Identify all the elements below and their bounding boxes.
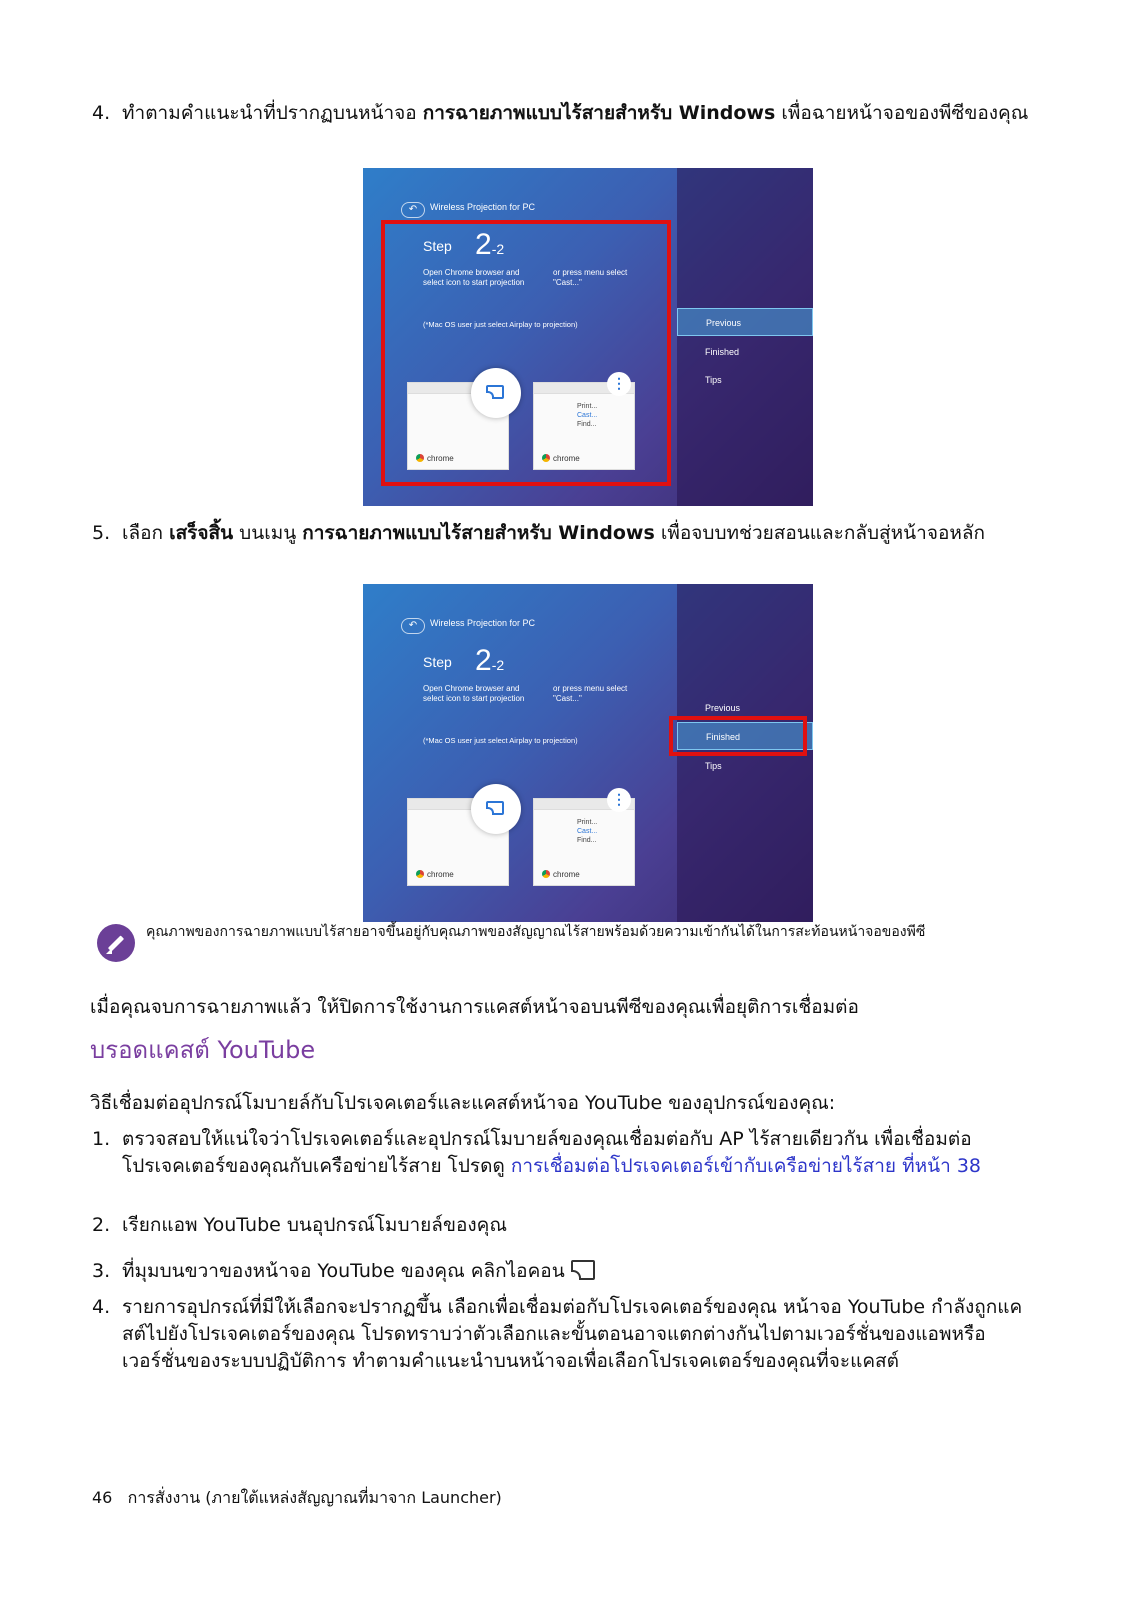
step-5: 5. เลือก เสร็จสิ้น บนเมนู การฉายภาพแบบไร้สายสำหรับ Windows เพื่อจบบทช่วยสอนและกลับสู่หน้าจอหลัก — [92, 520, 1040, 547]
section-heading: บรอดแคสต์ YouTube — [90, 1036, 316, 1064]
menu-item-previous: Previous — [705, 703, 741, 713]
note-text: คุณภาพของการฉายภาพแบบไร้สายอาจขึ้นอยู่กับคุณภาพของสัญญาณไร้สายพร้อมด้วยความเข้ากันได้ในการสะท้อนหน้าจอของพีซี — [146, 924, 926, 940]
chrome-mini-menu: Print... Cast... Find... — [577, 403, 598, 428]
screenshot-step-4 — [363, 168, 813, 506]
instruction-chrome: Open Chrome browser and select icon to start projection — [423, 684, 525, 703]
instruction-menu: or press menu select "Cast..." — [553, 268, 628, 287]
screenshot-step-5 — [363, 584, 813, 922]
pencil-note-icon — [97, 924, 135, 962]
menu-item-previous: Previous — [677, 308, 813, 336]
yt-step-2: 2. เรียกแอพ YouTube บนอุปกรณ์โมบายล์ของคุณ — [92, 1214, 507, 1236]
screen-title: Wireless Projection for PC — [430, 202, 536, 212]
mac-note: (*Mac OS user just select Airplay to projection) — [423, 736, 578, 745]
chrome-label: chrome — [416, 870, 454, 879]
step-label: Step — [423, 654, 452, 670]
step-text-post: เพื่อฉายหน้าจอของพีซีของคุณ — [775, 102, 1029, 124]
cast-icon — [471, 784, 521, 834]
chrome-mini-menu: Print... Cast... Find... — [577, 819, 598, 844]
instruction-chrome: Open Chrome browser and select icon to start projection — [423, 268, 525, 287]
step-4 — [92, 100, 1040, 127]
back-icon: ↶ — [401, 202, 425, 218]
step-number: 5. — [92, 522, 111, 544]
step-indicator: 2-2 — [475, 228, 505, 261]
back-icon: ↶ — [401, 618, 425, 634]
yt-step-3: 3. ที่มุมบนขวาของหน้าจอ YouTube ของคุณ คลิกไอคอน — [92, 1258, 1040, 1285]
mac-note: (*Mac OS user just select Airplay to projection) — [423, 320, 578, 329]
footer-text: การสั่งงาน (ภายใต้แหล่งสัญญาณที่มาจาก Launcher) — [127, 1488, 502, 1507]
more-menu-icon: ⋮ — [607, 788, 631, 812]
yt-step-1: 1. ตรวจสอบให้แน่ใจว่าโปรเจคเตอร์และอุปกรณ์โมบายล์ของคุณเชื่อมต่อกับ AP ไร้สายเดียวกัน เพื่อเชื่อมต่อโปรเจคเตอร์ของคุณกับเครือข่ายไร้สาย โปรดดู การเชื่อมต่อโปรเจคเตอร์เข้ากับเครือข่ายไร้สาย ที่หน้า 38 — [92, 1128, 982, 1177]
finished-bold: เสร็จสิ้น — [169, 522, 234, 544]
step-label: Step — [423, 238, 452, 254]
menu-item-tips: Tips — [705, 761, 722, 771]
after-text: เมื่อคุณจบการฉายภาพแล้ว ให้ปิดการใช้งานการแคสต์หน้าจอบนพีซีของคุณเพื่อยุติการเชื่อมต่อ — [90, 996, 859, 1018]
menu-panel — [677, 168, 813, 506]
cast-icon — [571, 1260, 595, 1280]
yt-step-4: 4. รายการอุปกรณ์ที่มีให้เลือกจะปรากฏขึ้น เลือกเพื่อเชื่อมต่อกับโปรเจคเตอร์ของคุณ หน้าจอ YouTube กำลังถูกแคสต์ไปยังโปรเจคเตอร์ของคุณ โปรดทราบว่าตัวเลือกและขั้นตอนอาจแตกต่างกันไปตามเวอร์ชั่นของแอพหรือเวอร์ชั่นของระบบปฏิบัติการ ทำตามคำแนะนำบนหน้าจอเพื่อเลือกโปรเจคเตอร์ของคุณที่จะแคสต์ — [92, 1296, 1023, 1372]
chrome-label: chrome — [542, 870, 580, 879]
chrome-label: chrome — [416, 454, 454, 463]
menu-item-tips: Tips — [705, 375, 722, 385]
highlight-box — [669, 716, 807, 756]
menu-item-finished: Finished — [705, 347, 740, 357]
page-footer — [92, 1486, 502, 1511]
more-menu-icon: ⋮ — [607, 372, 631, 396]
step-bold: การฉายภาพแบบไร้สายสำหรับ Windows — [302, 522, 655, 544]
instruction-menu: or press menu select "Cast..." — [553, 684, 628, 703]
screen-title: Wireless Projection for PC — [430, 618, 536, 628]
chrome-label: chrome — [542, 454, 580, 463]
intro-text: วิธีเชื่อมต่ออุปกรณ์โมบายล์กับโปรเจคเตอร์และแคสต์หน้าจอ YouTube ของอุปกรณ์ของคุณ: — [90, 1092, 836, 1114]
step-number: 4. — [92, 102, 111, 124]
menu-item-finished: Finished — [677, 722, 813, 750]
step-text: ทำตามคำแนะนำที่ปรากฏบนหน้าจอ — [122, 102, 423, 124]
page-number: 46 — [92, 1488, 113, 1507]
step-bold: การฉายภาพแบบไร้สายสำหรับ Windows — [422, 102, 776, 124]
network-connection-link[interactable]: การเชื่อมต่อโปรเจคเตอร์เข้ากับเครือข่ายไร้สาย ที่หน้า 38 — [510, 1155, 982, 1177]
step-indicator: 2-2 — [475, 644, 505, 677]
highlight-box — [381, 220, 671, 486]
